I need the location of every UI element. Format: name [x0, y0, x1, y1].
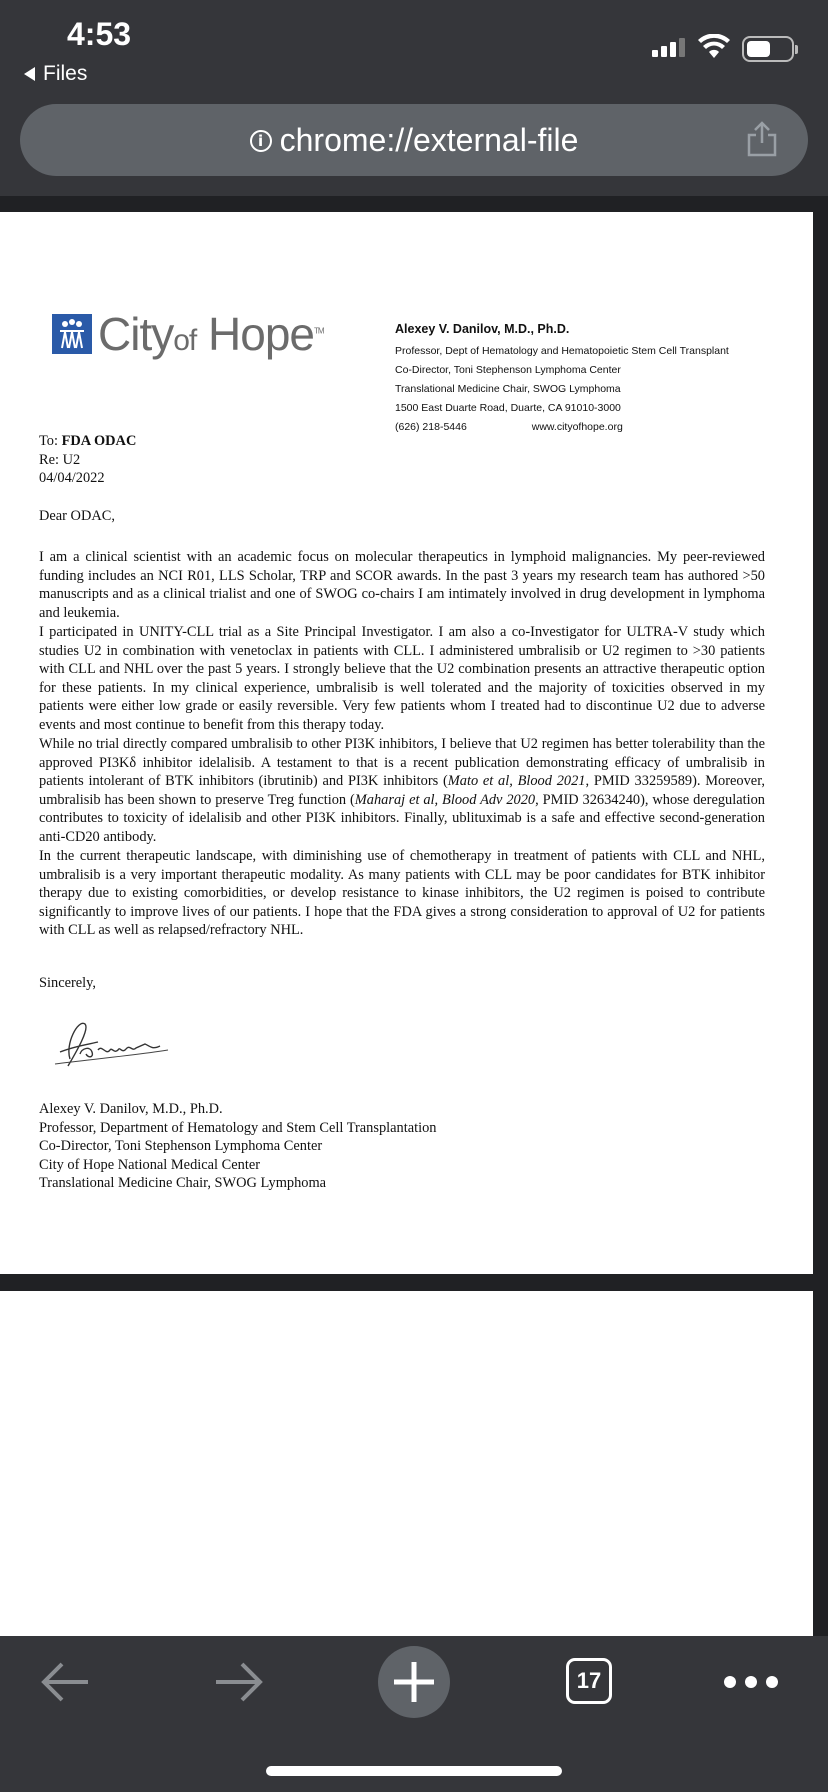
- paragraph: I am a clinical scientist with an academic focus on molecular therapeutics in lymphoid malignancies. My peer-reviewed funding includes an NCI R01, LLS Scholar, TRP and SCOR awards. In the past 3 years my research team has authored >50 manuscripts and as a clinical trialist and one of SWOG co-chairs I am intimately involved in drug development in lymphoma and leukemia.: [39, 549, 765, 621]
- subject-line: Re: U2: [39, 451, 81, 468]
- home-indicator[interactable]: [266, 1766, 562, 1776]
- letterhead-line: Translational Medicine Chair, SWOG Lymphoma: [395, 383, 621, 395]
- signal-icon: [652, 38, 685, 57]
- clock: 4:53: [67, 16, 132, 52]
- signer-title: Translational Medicine Chair, SWOG Lymphoma: [39, 1175, 327, 1191]
- letter-body: [39, 548, 765, 940]
- battery-icon: [742, 36, 794, 62]
- letter-date: 04/04/2022: [39, 470, 105, 486]
- url-text: chrome://external-file: [279, 122, 579, 158]
- paragraph: I participated in UNITY-CLL trial as a Site Principal Investigator. I am also a co-Investigator for ULTRA-V study which studies U2 in combination with venetoclax in patients with CLL. I administered umbralisib or U2 regimen to >30 patients with CLL and NHL over the past 5 years. I strongly believe that the U2 combination presents an attractive therapeutic option for these patients. In my clinical experience, umbralisib is well tolerated and the majority of toxicities observed in my patients were either low grade or easily reversible. Very few patients whom I treated had to discontinue U2 due to adverse events and most continue to benefit from this therapy today.: [39, 624, 765, 733]
- back-arrow-icon[interactable]: [38, 1656, 92, 1708]
- scrollbar[interactable]: [813, 196, 828, 1636]
- info-icon[interactable]: i: [250, 130, 272, 152]
- tab-switcher-button[interactable]: 17: [566, 1658, 612, 1704]
- paragraph: While no trial directly compared umbralisib to other PI3K inhibitors, I believe that U2 regimen has better tolerability than the approved PI3Kδ inhibitor idelalisib. A testament to that is a recent publication demonstrating efficacy of umbralisib in patients intolerant of BTK inhibitors (ibrutinib) and PI3K inhibitors (Mato et al, Blood 2021, PMID 33259589). Moreover, umbralisib has been shown to preserve Treg function (Maharaj et al, Blood Adv 2020, PMID 32634240), whose deregulation contributes to toxicity of idelalisib and other PI3K inhibitors. Finally, ublituximab is a safe and effective second-generation anti-CD20 antibody.: [39, 736, 766, 845]
- letterhead-line: Professor, Dept of Hematology and Hematopoietic Stem Cell Transplant: [395, 345, 729, 357]
- signer-title: Co-Director, Toni Stephenson Lymphoma Center: [39, 1138, 323, 1154]
- city-of-hope-logo: [52, 307, 324, 361]
- url-bar-area: [0, 96, 828, 196]
- signer-name: Alexey V. Danilov, M.D., Ph.D.: [39, 1101, 223, 1117]
- pdf-page-2: [0, 1291, 813, 1636]
- citation: Maharaj et al, Blood Adv 2020: [354, 791, 536, 808]
- letterhead-name: Alexey V. Danilov, M.D., Ph.D.: [395, 322, 570, 336]
- wifi-icon: [697, 34, 731, 60]
- forward-arrow-icon[interactable]: [212, 1656, 266, 1708]
- pdf-page: [0, 212, 813, 1274]
- back-triangle-icon: [24, 67, 35, 81]
- more-icon[interactable]: [724, 1676, 778, 1688]
- closing: Sincerely,: [39, 975, 97, 991]
- signature-image: [50, 1014, 180, 1074]
- letterhead-line: Co-Director, Toni Stephenson Lymphoma Center: [395, 364, 621, 376]
- url-bar[interactable]: [20, 104, 808, 176]
- signer-title: Professor, Department of Hematology and Stem Cell Transplantation: [39, 1119, 437, 1136]
- letterhead: [395, 322, 729, 437]
- share-icon[interactable]: [746, 120, 778, 158]
- signature-block: [39, 1100, 437, 1193]
- logo-emblem-icon: [52, 314, 92, 354]
- logo-wordmark: Cityof Hope™: [98, 308, 324, 360]
- back-to-files-button[interactable]: [24, 62, 87, 86]
- letterhead-website: www.cityofhope.org: [531, 421, 623, 433]
- back-app-label: Files: [43, 62, 88, 85]
- new-tab-button[interactable]: [378, 1646, 450, 1718]
- citation: Mato et al, Blood 2021: [447, 773, 586, 789]
- signer-title: City of Hope National Medical Center: [39, 1156, 260, 1173]
- paragraph: In the current therapeutic landscape, with diminishing use of chemotherapy in treatment of patients with CLL and NHL, umbralisib is a very important therapeutic modality. As many patients with CLL may be poor candidates for BTK inhibitor therapy due to existing comorbidities, or develop resistance to kinase inhibitors, the U2 regimen is poised to contribute significantly to improve lives of our patients. I hope that the FDA gives a strong consideration to approval of U2 for patients with CLL as well as relapsed/refractory NHL.: [39, 848, 765, 938]
- status-bar: [0, 0, 828, 96]
- recipient-block: To: FDA ODAC Re: U2 04/04/2022: [39, 433, 137, 486]
- recipient: FDA ODAC: [61, 433, 137, 449]
- letterhead-line: 1500 East Duarte Road, Duarte, CA 91010-3000: [395, 402, 621, 414]
- greeting: Dear ODAC,: [39, 508, 115, 524]
- plus-icon: [392, 1660, 436, 1704]
- letterhead-phone: (626) 218-5446: [395, 421, 467, 433]
